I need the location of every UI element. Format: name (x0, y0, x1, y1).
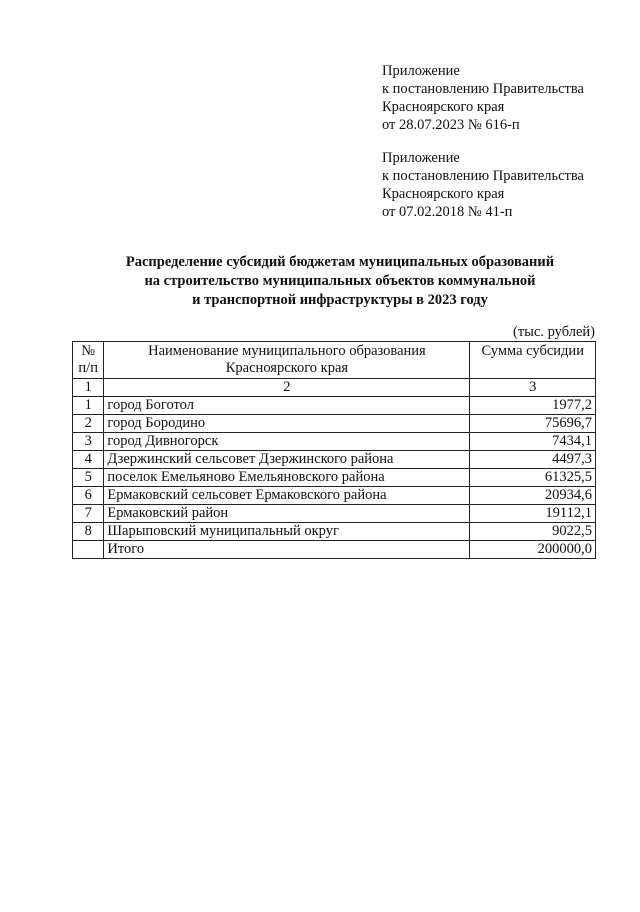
table-row (73, 505, 596, 523)
subsidy-amount: 75696,7 (470, 415, 596, 433)
appendix-resolution-ref: к постановлению Правительства (382, 81, 584, 97)
municipality-name: город Боготол (104, 397, 470, 415)
appendix-label: Приложение (382, 150, 460, 166)
subsidy-amount: 1977,2 (470, 397, 596, 415)
row-number: 1 (73, 397, 104, 415)
row-number: 8 (73, 523, 104, 541)
municipality-name: поселок Емельяново Емельяновского района (104, 469, 470, 487)
appendix-block-current (382, 62, 584, 134)
subsidy-amount: 9022,5 (470, 523, 596, 541)
table-row (73, 415, 596, 433)
municipality-name: Ермаковский сельсовет Ермаковского района (104, 487, 470, 505)
table-header-row (73, 342, 596, 379)
municipality-name: Шарыповский муниципальный округ (104, 523, 470, 541)
header-municipality: Наименование муниципального образования Красноярского края (104, 342, 470, 379)
appendix-block-original (382, 149, 584, 221)
column-number: 1 (73, 379, 104, 397)
subsidy-amount: 20934,6 (470, 487, 596, 505)
table-row (73, 397, 596, 415)
total-amount: 200000,0 (470, 541, 596, 559)
title-line-3: и транспортной инфраструктуры в 2023 году (192, 292, 488, 308)
title-line-2: на строительство муниципальных объектов коммунальной (144, 273, 536, 289)
total-label: Итого (104, 541, 470, 559)
appendix-resolution-ref: к постановлению Правительства (382, 168, 584, 184)
row-number: 7 (73, 505, 104, 523)
table-row (73, 523, 596, 541)
header-subsidy-amount: Сумма субсидии (470, 342, 596, 379)
subsidy-amount: 19112,1 (470, 505, 596, 523)
municipality-name: город Бородино (104, 415, 470, 433)
appendix-date-number: от 28.07.2023 № 616-п (382, 117, 520, 133)
subsidy-amount: 7434,1 (470, 433, 596, 451)
column-number: 2 (104, 379, 470, 397)
total-row (73, 541, 596, 559)
appendix-label: Приложение (382, 63, 460, 79)
column-numbers-row (73, 379, 596, 397)
row-number: 6 (73, 487, 104, 505)
municipality-name: город Дивногорск (104, 433, 470, 451)
subsidy-amount: 4497,3 (470, 451, 596, 469)
appendix-region: Красноярского края (382, 99, 505, 115)
row-number: 4 (73, 451, 104, 469)
header-number: № п/п (73, 342, 104, 379)
document-title (40, 253, 640, 310)
table-row (73, 487, 596, 505)
column-number: 3 (470, 379, 596, 397)
row-number: 2 (73, 415, 104, 433)
table-row (73, 469, 596, 487)
subsidies-table (72, 341, 596, 559)
subsidy-amount: 61325,5 (470, 469, 596, 487)
appendix-date-number: от 07.02.2018 № 41-п (382, 204, 513, 220)
total-number (73, 541, 104, 559)
row-number: 3 (73, 433, 104, 451)
title-line-1: Распределение субсидий бюджетам муниципальных образований (125, 254, 555, 270)
table-row (73, 433, 596, 451)
table-row (73, 451, 596, 469)
appendix-region: Красноярского края (382, 186, 505, 202)
municipality-name: Дзержинский сельсовет Дзержинского района (104, 451, 470, 469)
row-number: 5 (73, 469, 104, 487)
units-note: (тыс. рублей) (513, 324, 595, 340)
municipality-name: Ермаковский район (104, 505, 470, 523)
